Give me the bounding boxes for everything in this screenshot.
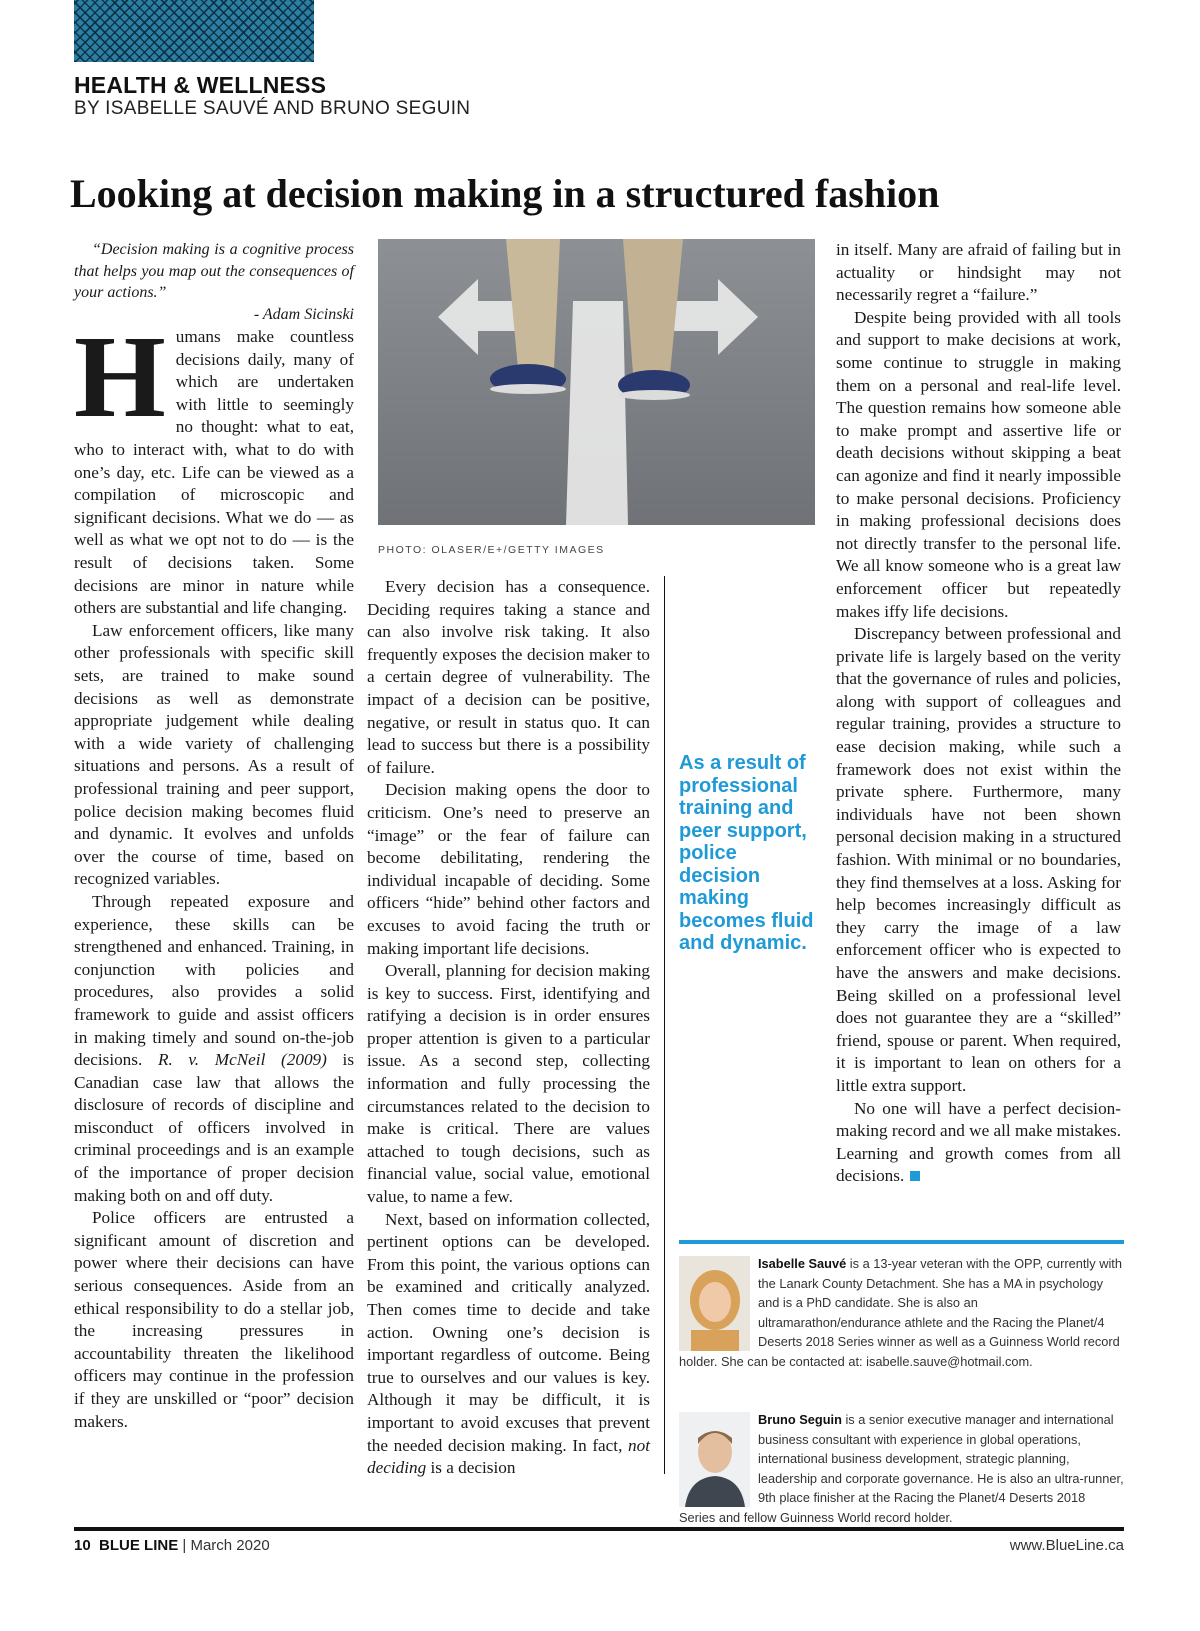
paragraph-6: Decision making opens the door to criticism. One’s need to preserve an “image” or the fear of failure can become debilitating, rendering the individual incapable of deciding. Some officers “hide” behind other factors and excuses to avoid facing the truth or making important life decisions.	[367, 780, 650, 958]
epigraph-quote: “Decision making is a cognitive process that helps you map out the consequences of your actions.”	[74, 241, 354, 301]
section-label: HEALTH & WELLNESS	[74, 72, 327, 98]
page-number: 10	[74, 1537, 91, 1554]
bio-name-isabelle: Isabelle Sauvé	[758, 1256, 847, 1271]
epigraph-attribution: - Adam Sicinski	[253, 305, 354, 323]
footer-separator: |	[182, 1537, 187, 1554]
paragraph-8-continued: in itself. Many are afraid of failing but in actuality or hindsight may not necessarily regret a “failure.”	[836, 240, 1121, 305]
article-photo	[378, 239, 815, 525]
byline: BY ISABELLE SAUVÉ AND BRUNO SEGUIN	[74, 98, 471, 119]
header-pattern-block	[74, 0, 314, 62]
avatar-bruno	[679, 1412, 750, 1507]
author-bio-bruno	[679, 1410, 1124, 1528]
column-1	[74, 239, 354, 1433]
paragraph-3-text-a: Through repeated exposure and experience, these skills can be strengthened and enhanced. Training, in conjunction with policies and procedures, also provides a solid framework to guide and assist officers in making timely and sound on-the-job decisions.	[74, 891, 354, 1070]
avatar-isabelle	[679, 1256, 750, 1351]
paragraph-8-text-b: is a decision	[430, 1458, 516, 1478]
emphasis-not-deciding: not deciding	[367, 1435, 651, 1478]
drop-cap: H	[74, 311, 166, 443]
paragraph-8	[367, 1209, 650, 1480]
paragraph-4: Police officers are entrusted a significant amount of discretion and power where their decisions can have serious consequences. Aside from an ethical responsibility to do a stellar job, the increasing pressures in accountability threaten the likelihood officers may continue in the profession if they are unskilled or “poor” decision makers.	[74, 1208, 354, 1431]
article-title: Looking at decision making in a structured fashion	[70, 171, 940, 216]
paragraph-9: Despite being provided with all tools and support to make decisions at work, some continue to struggle in making them on a personal and real-life level. The question remains how someone able to make prompt and assertive life or death decisions without skipping a beat can agonize and find it nearly impossible to make personal decisions. Proficiency in making professional decisions does not directly transfer to the personal life. We all know someone who is a great law enforcement officer but repeatedly makes iffy life decisions.	[836, 307, 1121, 621]
footer-rule	[74, 1527, 1124, 1531]
pull-quote: As a result of professional training and peer support, police decision making becomes fluid and dynamic.	[679, 752, 814, 954]
paragraph-8-text-a: Next, based on information collected, pertinent options can be developed. From this point, the various options can be examined and critically analyzed. Then comes time to decide and take action. Owning one’s decision is important regardless of outcome. Being true to ourselves and our values is key. Although it may be difficult, it is important to avoid excuses that prevent the needed decision making. In fact,	[367, 1209, 650, 1455]
column-3	[836, 239, 1121, 1188]
bio-text-bruno: is a senior executive manager and international business consultant with experience in global operations, international business development, strategic planning, leadership and corporate governance. He is also an ultra-runner, 9th place finisher at the Racing the Planet/4 Deserts 2018 Series and fellow Guinness World record holder.	[679, 1412, 1124, 1525]
paragraph-1-text: umans make countless decisions daily, many of which are undertaken with little to seemingly no thought: what to eat, who to interact with, what to do with one’s day, etc. Life can be viewed as a compilation of microscopic and significant decisions. What we do — as well as what we opt not to do — is the result of decisions taken. Some decisions are minor in nature while others are substantial and life changing.	[74, 327, 354, 618]
paragraph-11-text: No one will have a perfect decision-making record and we all make mistakes. Learning and growth comes from all decisions.	[836, 1098, 1121, 1186]
paragraph-3	[74, 891, 354, 1207]
bio-name-bruno: Bruno Seguin	[758, 1412, 842, 1427]
end-mark-icon	[910, 1171, 920, 1181]
footer-left	[74, 1537, 270, 1554]
paragraph-7: Overall, planning for decision making is key to success. First, identifying and ratifying a decision is in order ensures proper attention is given to a particular issue. As a second step, collecting information and fully processing the circumstances related to the decision to make is critical. There are values attached to tough decisions, such as financial value, social value, emotional value, to name a few.	[367, 961, 650, 1207]
photo-credit: PHOTO: OLASER/E+/GETTY IMAGES	[378, 544, 605, 556]
paragraph-2: Law enforcement officers, like many other professionals with specific skill sets, are trained to make sound decisions as well as demonstrate appropriate judgement while dealing with a wide variety of challenging situations and persons. As a result of professional training and peer support, police decision making becomes fluid and dynamic. It evolves and unfolds over the course of time, based on recognized variables.	[74, 620, 354, 889]
paragraph-11	[836, 1098, 1121, 1188]
paragraph-10: Discrepancy between professional and private life is largely based on the verity that the governance of rules and policies, along with support of colleagues and regular training, provides a structure to ease decision making, while such a framework does not exist within the private sphere. Furthermore, many individuals have not been shown personal decision making in a structured fashion. With minimal or no boundaries, they find themselves at a loss. Asking for help becomes increasingly difficult as they carry the image of a law enforcement officer who is expected to have the answers and make decisions. Being skilled on a professional level does not guarantee they are a “skilled” friend, spouse or parent. When required, it is important to lean on others for a little extra support.	[836, 624, 1121, 1095]
bio-divider	[679, 1240, 1124, 1244]
magazine-name: BLUE LINE	[99, 1537, 179, 1554]
column-2	[367, 576, 650, 1480]
author-bio-isabelle	[679, 1254, 1124, 1372]
website-link[interactable]: www.BlueLine.ca	[1009, 1537, 1124, 1554]
bio-text-isabelle: is a 13-year veteran with the OPP, currently with the Lanark County Detachment. She has a MA in psychology and is a PhD candidate. She is also an ultramarathon/endurance athlete and the Racing the Planet/4 Deserts 2018 Series winner as well as a Guinness World record holder. She can be contacted at: isabelle.sauve@hotmail.com.	[679, 1256, 1122, 1369]
paragraph-5: Every decision has a consequence. Deciding requires taking a stance and can also involve risk taking. It also frequently exposes the decision maker to a certain degree of vulnerability. The impact of a decision can be positive, negative, or result in status quo. It can lead to success but there is a possibility of failure.	[367, 577, 650, 777]
road-arrows-photo	[378, 239, 815, 525]
paragraph-3-text-b: is Canadian case law that allows the disclosure of records of discipline and misconduct of officers involved in criminal proceedings and is an example of the importance of proper decision making both on and off duty.	[74, 1050, 355, 1205]
column-divider	[664, 576, 665, 1474]
issue-date: March 2020	[190, 1537, 270, 1554]
case-citation: R. v. McNeil (2009)	[157, 1050, 327, 1070]
